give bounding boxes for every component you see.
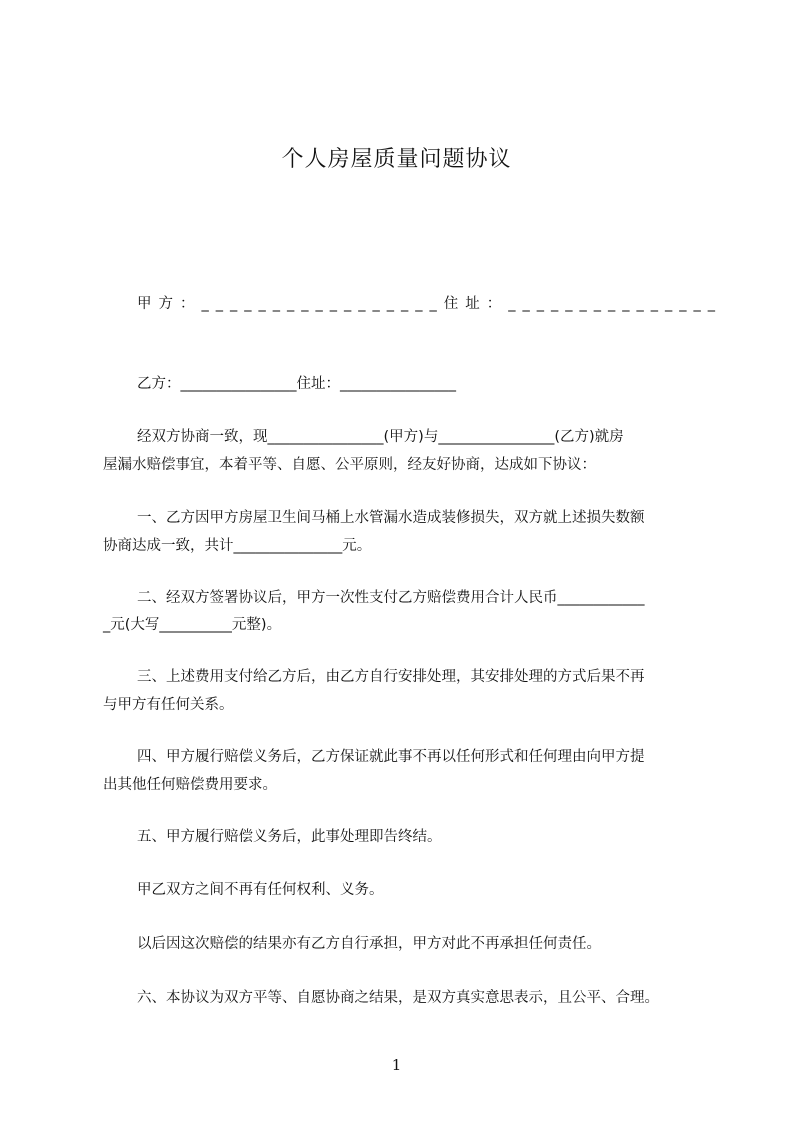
clause-2-line-1: 二、经双方签署协议后，甲方一次性支付乙方赔偿费用合计人民币____________ [137, 590, 645, 606]
clause-3-line-1: 三、上述费用支付给乙方后，由乙方自行安排处理，其安排处理的方式后果不再 [137, 669, 645, 685]
party-b-line: 乙方：________________住址：________________ [137, 376, 456, 392]
clause-2-line-2: _元(大写__________元整)。 [103, 617, 282, 633]
clause-5-sub-2: 以后因这次赔偿的结果亦有乙方自行承担，甲方对此不再承担任何责任。 [137, 936, 601, 952]
clause-4-line-2: 出其他任何赔偿费用要求。 [103, 777, 277, 793]
clause-1-line-1: 一、乙方因甲方房屋卫生间马桶上水管漏水造成装修损失，双方就上述损失数额 [137, 510, 645, 526]
clause-4-line-1: 四、甲方履行赔偿义务后，乙方保证就此事不再以任何形式和任何理由向甲方提 [137, 749, 645, 765]
clause-5: 五、甲方履行赔偿义务后，此事处理即告终结。 [137, 829, 442, 845]
intro-line-1: 经双方协商一致，现________________(甲方)与________________(乙方)就房 [137, 429, 624, 445]
page-number: 1 [391, 1056, 402, 1074]
document-title: 个人房屋质量问题协议 [281, 147, 512, 172]
intro-line-2: 屋漏水赔偿事宜，本着平等、自愿、公平原则，经友好协商，达成如下协议： [103, 457, 596, 473]
clause-6: 六、本协议为双方平等、自愿协商之结果，是双方真实意思表示，且公平、合理。 [137, 990, 659, 1006]
clause-3-line-2: 与甲方有任何关系。 [103, 697, 234, 713]
clause-5-sub-1: 甲乙双方之间不再有任何权利、义务。 [137, 882, 384, 898]
party-a-line: 甲方：_________________住址：_______________ [137, 296, 722, 312]
clause-1-line-2: 协商达成一致，共计_______________元。 [103, 538, 372, 554]
